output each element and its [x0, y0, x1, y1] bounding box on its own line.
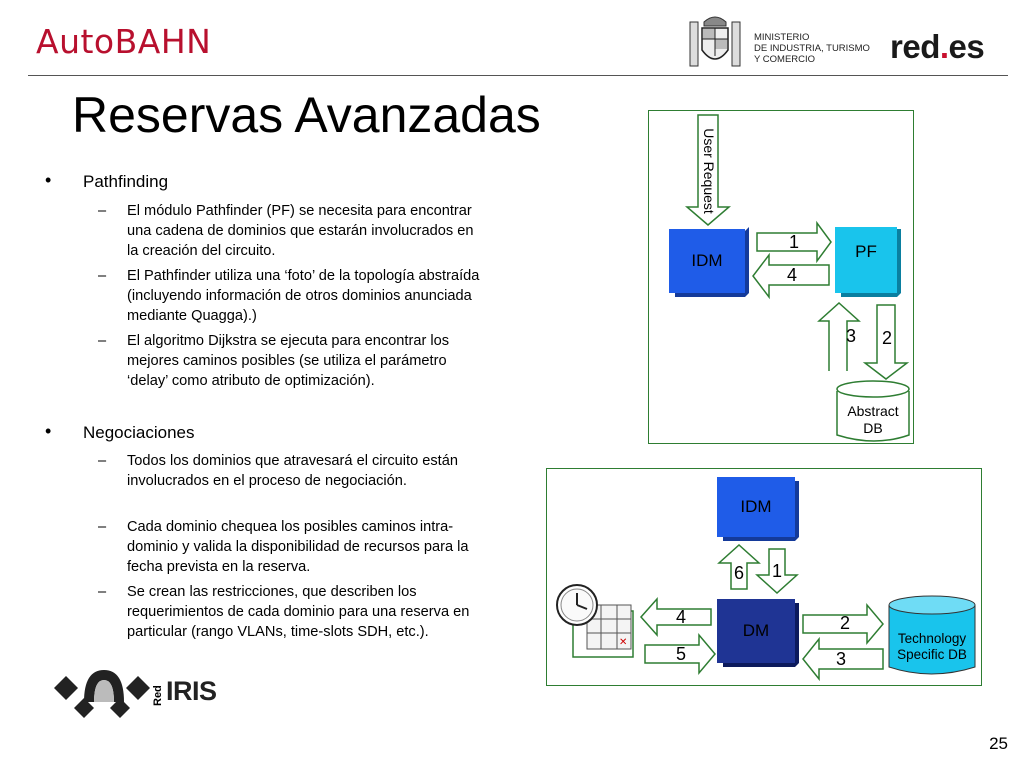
abstract-db-label: Abstract DB [847, 403, 899, 436]
arrow-1-label: 1 [788, 231, 799, 252]
ministry-text: MINISTERIO DE INDUSTRIA, TURISMO Y COMERCIO [754, 32, 870, 65]
rediris-text: IRIS [166, 676, 217, 706]
pathfinding-diagram [648, 110, 914, 444]
calendar-clock-icon [557, 585, 633, 657]
arrow-1-b-label: 1 [771, 560, 782, 581]
arrow-2-label: 2 [881, 327, 892, 348]
sub-bullet: – Todos los dominios que atravesará el circuito están involucrados en el proceso de negociación. [98, 453, 458, 489]
technology-db-label: Technology Specific DB [897, 631, 967, 662]
reds-logo: red.es [890, 28, 985, 65]
user-request-label: User Request [701, 128, 717, 214]
arrow-3-label: 3 [845, 325, 856, 346]
arrow-4-b-label: 4 [675, 606, 686, 627]
arrow-4-label: 4 [786, 264, 797, 285]
svg-text:✕: ✕ [619, 637, 628, 648]
idm-label-2: IDM [740, 497, 772, 516]
sub-bullet: – El Pathfinder utiliza una ‘foto’ de la topología abstraída (incluyendo información de otros dominios anunciada mediante Quagga).) [98, 268, 480, 324]
sub-bullet: – El módulo Pathfinder (PF) se necesita para encontrar una cadena de dominios que estarán involucrados en la creación del circuito. [98, 203, 474, 259]
pf-label: PF [855, 242, 877, 261]
header-divider [28, 75, 1008, 76]
dm-label: DM [742, 621, 770, 640]
arrow-3-b-label: 3 [835, 648, 846, 669]
spanish-coat-of-arms-icon [686, 12, 744, 70]
sub-bullet: – Se crean las restricciones, que describen los requerimientos de cada dominio para una reserva en particular (rango VLANs, time-slots SDH, etc.). [98, 584, 470, 640]
sub-bullet: – Cada dominio chequea los posibles caminos intra-dominio y valida la disponibilidad de recursos para la fecha prevista en la reserva. [98, 519, 469, 575]
negotiation-diagram [546, 468, 982, 686]
page-number: 25 [989, 734, 1008, 753]
arrow-2-b-label: 2 [839, 612, 850, 633]
rediris-logo-icon [54, 666, 150, 718]
arrow-5-label: 5 [675, 643, 686, 664]
technology-db-cylinder [889, 596, 975, 614]
sub-bullet: – El algoritmo Dijkstra se ejecuta para encontrar los mejores caminos posibles (se utiliza el parámetro ‘delay’ como atributo de optimización). [98, 333, 450, 389]
slide-title: Reservas Avanzadas [72, 87, 541, 143]
rediris-small: Red [152, 685, 164, 706]
idm-label: IDM [691, 251, 723, 270]
brand-title: AutoBAHN [36, 22, 212, 61]
arrow-6-label: 6 [733, 562, 744, 583]
